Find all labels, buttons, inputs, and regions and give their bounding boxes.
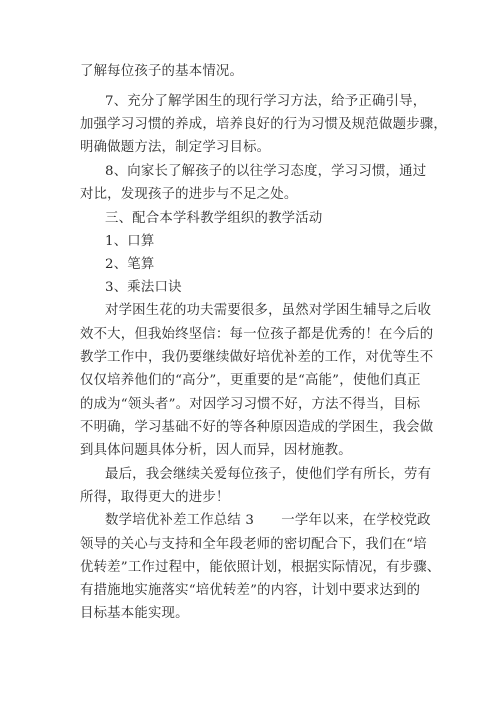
text-line: 的成为“领头者”。对因学习习惯不好，方法不得当，目标 <box>80 397 421 412</box>
text-line: 7、充分了解学困生的现行学习方法，给予正确引导， <box>105 94 427 109</box>
list-item: 3、乘法口诀 <box>105 280 182 295</box>
text-line: 不明确，学习基础不好的等各种原因造成的学困生，我会做 <box>80 420 434 435</box>
text-line: 到具体问题具体分析，因人而异，因材施教。 <box>80 443 352 458</box>
text-line: 有措施地实施落实“培优转差”的内容，计划中要求达到的 <box>80 583 421 598</box>
text-line: 数学培优补差工作总结 3 一学年以来，在学校党政 <box>105 513 431 528</box>
text-line: 目标基本能实现。 <box>80 606 189 621</box>
list-item: 1、口算 <box>105 234 155 249</box>
text-line: 对学困生花的功夫需要很多，虽然对学困生辅导之后收 <box>105 303 432 318</box>
text-line: 最后，我会继续关爱每位孩子，使他们学有所长，劳有 <box>105 467 432 482</box>
text-line: 优转差”工作过程中，能依照计划，根据实际情况，有步骤、 <box>80 560 441 575</box>
text-line: 效不大，但我始终坚信：每一位孩子都是优秀的！在今后的 <box>80 327 434 342</box>
text-line: 对比，发现孩子的进步与不足之处。 <box>80 187 298 202</box>
text-line: 加强学习习惯的养成，培养良好的行为习惯及规范做题步骤， <box>80 117 447 132</box>
list-item: 2、笔算 <box>105 257 155 272</box>
text-line: 教学工作中，我仍要继续做好培优补差的工作，对优等生不 <box>80 350 434 365</box>
section-heading: 三、配合本学科教学组织的教学活动 <box>105 211 323 226</box>
text-line: 明确做题方法，制定学习目标。 <box>80 140 271 155</box>
text-line: 8、向家长了解孩子的以往学习态度，学习习惯，通过 <box>105 164 427 179</box>
text-line: 领导的关心与支持和全年段老师的密切配合下，我们在“培 <box>80 537 427 552</box>
text-line: 所得，取得更大的进步！ <box>80 490 230 505</box>
text-line: 仅仅培养他们的“高分”，更重要的是“高能”，使他们真正 <box>80 373 421 388</box>
text-line: 了解每位孩子的基本情况。 <box>80 64 244 79</box>
